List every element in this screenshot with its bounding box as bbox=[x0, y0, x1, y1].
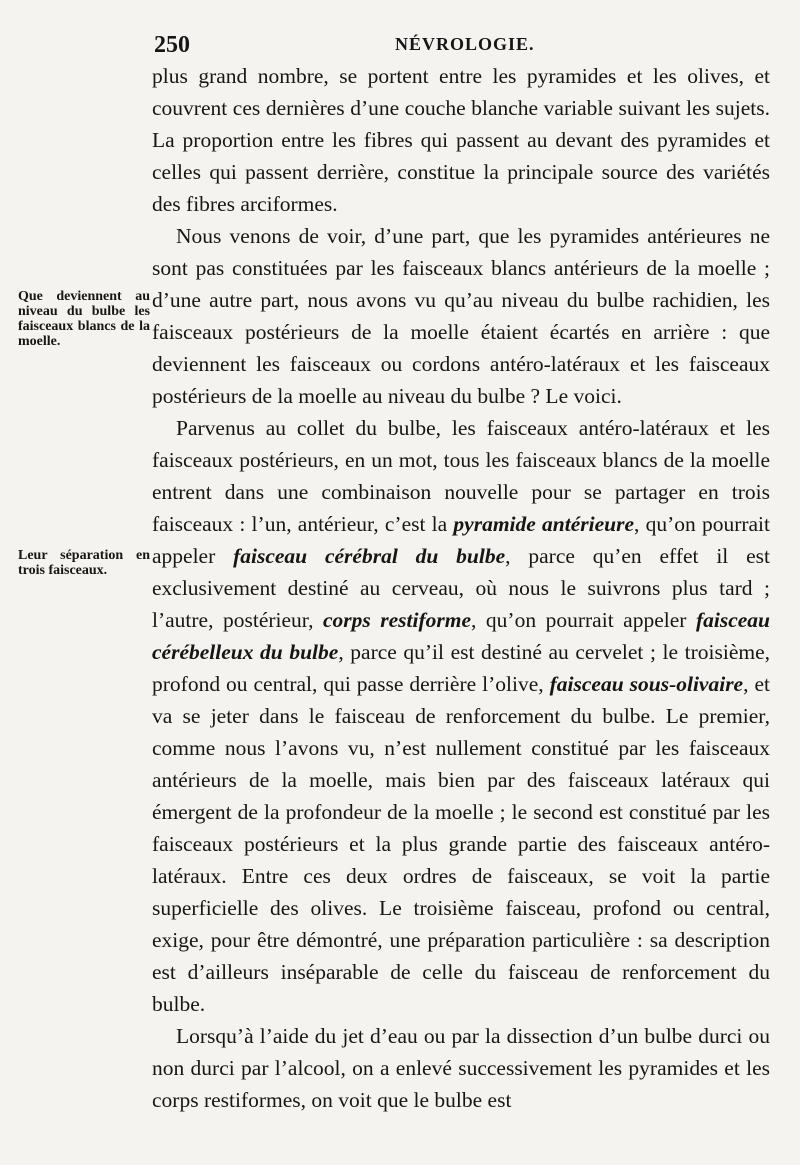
text-run: , parce qu’il est destiné au cervelet ; le troisième, profond ou central, qui passe derrière l’olive, bbox=[152, 640, 770, 696]
margin-note-separation: Leur séparation en trois faisceaux. bbox=[18, 548, 150, 578]
term-faisceau-cerebelleux: faisceau cérébelleux du bulbe bbox=[152, 608, 770, 664]
term-pyramide-anterieure: pyramide antérieure bbox=[453, 512, 634, 536]
text-run: , qu’on pourrait appeler bbox=[152, 512, 771, 568]
paragraph-jet-d-eau: Lorsqu’à l’aide du jet d’eau ou par la dissection d’un bulbe durci ou non durci par l’alcool, on a enlevé successivement les pyramides et les corps restiformes, on voit que le bulbe est bbox=[152, 1024, 770, 1112]
term-faisceau-sous-olivaire: faisceau sous-olivaire bbox=[549, 672, 744, 696]
paragraph-collet-du-bulbe bbox=[152, 412, 770, 1020]
text-run: Parvenus au collet du bulbe, les faisceaux antéro-latéraux et les faisceaux postérieurs, en un mot, tous les faisceaux blancs de la moelle entrent dans une combinaison nouvelle pour se partager en trois faisceaux : l’un, antérieur, c’est la bbox=[152, 416, 770, 536]
text-run: , et va se jeter dans le faisceau de renforcement du bulbe. Le premier, comme nous l’avons vu, n’est nullement constitué par les faisceaux antérieurs de la moelle, mais bien par des faisceaux latéraux qui émergent de la profondeur de la moelle ; le second est constitué par les faisceaux postérieurs et la plus grande partie des faisceaux antéro-latéraux. Entre ces deux ordres de faisceaux, se voit la partie superficielle des olives. Le troisième faisceau, profond ou central, exige, pour être démontré, une préparation particulière : sa description est d’ailleurs inséparable de celle du faisceau de renforcement du bulbe. bbox=[152, 672, 770, 1016]
paragraph-pyramides: Nous venons de voir, d’une part, que les pyramides antérieures ne sont pas constituées par les faisceaux blancs antérieurs de la moelle ; d’une autre part, nous avons vu qu’au niveau du bulbe rachidien, les faisceaux postérieurs de la moelle étaient écartés en arrière : que deviennent les faisceaux ou cordons antéro-latéraux et les faisceaux postérieurs de la moelle au niveau du bulbe ? Le voici. bbox=[152, 224, 770, 408]
margin-note-faisceaux: Que deviennent au niveau du bulbe les faisceaux blancs de la moelle. bbox=[18, 289, 150, 349]
text-run: , parce qu’en effet il est exclusivement destiné au cerveau, où nous le suivrons plus tard ; l’autre, postérieur, bbox=[152, 544, 770, 632]
body-text bbox=[152, 60, 770, 1116]
page-number: 250 bbox=[154, 32, 190, 58]
text-run: , qu’on pourrait appeler bbox=[471, 608, 696, 632]
paragraph-continued: plus grand nombre, se portent entre les pyramides et les olives, et couvrent ces dernières d’une couche blanche variable suivant les sujets. La proportion entre les fibres qui passent au devant des pyramides et celles qui passent derrière, constitue la principale source des variétés des fibres arciformes. bbox=[152, 64, 770, 216]
term-corps-restiforme: corps restiforme bbox=[322, 608, 472, 632]
page-header bbox=[0, 30, 800, 60]
term-faisceau-cerebral: faisceau cérébral du bulbe bbox=[233, 544, 506, 568]
running-title: NÉVROLOGIE. bbox=[395, 34, 535, 54]
